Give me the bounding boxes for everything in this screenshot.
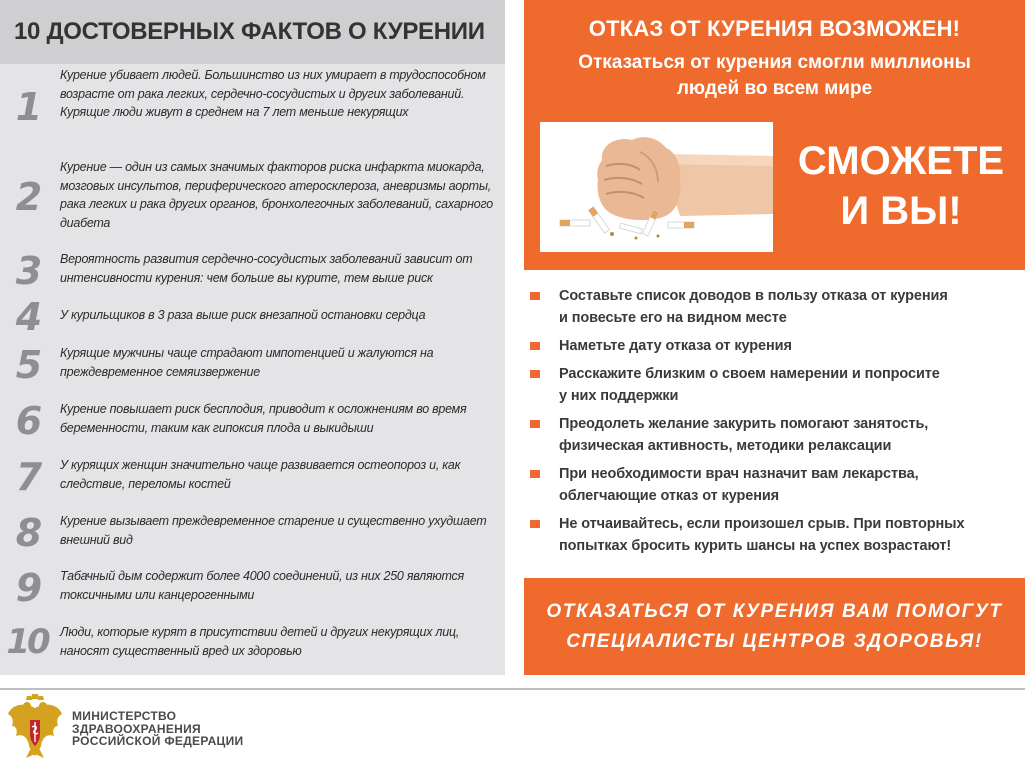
fact-number: 1	[15, 85, 43, 129]
tip-line2: физическая активность, методики релаксации	[559, 438, 892, 454]
square-bullet-icon	[530, 342, 540, 350]
ministry-line1: МИНИСТЕРСТВО	[72, 709, 177, 723]
ministry-line2: ЗДРАВООХРАНЕНИЯ	[72, 721, 201, 736]
fact-text: Вероятность развития сердечно-сосудистых заболеваний зависит от интенсивности курения: чем больше вы курите, тем выше риск	[60, 252, 473, 285]
tip-line2: попытках бросить курить шансы на успех возрастают!	[559, 538, 952, 554]
fact-text: Курение — один из самых значимых факторов риска инфаркта миокарда, мозговых инсультов, периферического атеросклероза, аневризмы аорты, рака легких и рака других органов, бронхолегочных заболеваний, сахарного диабета	[60, 160, 493, 230]
tip-line1: При необходимости врач назначит вам лекарства,	[559, 466, 919, 482]
health-centers-line1: ОТКАЗАТЬСЯ ОТ КУРЕНИЯ ВАМ ПОМОГУТ	[546, 600, 1003, 622]
square-bullet-icon	[530, 420, 540, 428]
footer-divider	[0, 688, 1025, 690]
square-bullet-icon	[530, 370, 540, 378]
fact-text: Курение повышает риск бесплодия, приводит к осложнениям во время беременности, таким как гипоксия плода и выкидыши	[60, 402, 467, 435]
fact-number: 7	[15, 455, 43, 499]
fact-text: У курящих женщин значительно чаще развивается остеопороз и, как следствие, переломы костей	[60, 458, 461, 491]
fact-text: Курение убивает людей. Большинство из них умирает в трудоспособном возрасте от рака легких, сердечно-сосудистых и других заболеваний. Курящие люди живут в среднем на 7 лет меньше некурящих	[60, 68, 486, 120]
slogan-line1: СМОЖЕТЕ	[797, 139, 1005, 183]
banner-subheading-line2: людей во всем мире	[676, 78, 873, 99]
double-headed-eagle-icon	[6, 694, 64, 760]
square-bullet-icon	[530, 470, 540, 478]
fact-number: 6	[15, 399, 43, 443]
fact-number: 5	[15, 343, 43, 387]
slogan-line2: И ВЫ!	[840, 189, 962, 233]
fist-icon	[540, 122, 773, 252]
fact-text: Курящие мужчины чаще страдают импотенцией и жалуются на преждевременное семяизвержение	[60, 346, 434, 379]
fact-text: Табачный дым содержит более 4000 соединений, из них 250 являются токсичными или канцерогенными	[60, 569, 464, 602]
banner-heading: ОТКАЗ ОТ КУРЕНИЯ ВОЗМОЖЕН!	[588, 16, 961, 41]
fact-number: 10	[6, 622, 48, 662]
motivation-banner	[524, 0, 1025, 270]
tip-line2: у них поддержки	[559, 388, 679, 404]
health-centers-banner	[524, 578, 1025, 675]
banner-subheading	[534, 50, 1015, 102]
square-bullet-icon	[530, 520, 540, 528]
ministry-name	[72, 710, 243, 748]
fact-text: Курение вызывает преждевременное старение и существенно ухудшает внешний вид	[60, 514, 487, 547]
tip-line1: Расскажите близким о своем намерении и попросите	[559, 366, 940, 382]
ministry-emblem	[6, 694, 64, 760]
fact-number: 9	[15, 566, 43, 610]
tip-line1: Преодолеть желание закурить помогают занятость,	[559, 416, 929, 432]
facts-title: 10 ДОСТОВЕРНЫХ ФАКТОВ О КУРЕНИИ	[0, 0, 505, 64]
tip-line2: облегчающие отказ от курения	[559, 488, 780, 504]
health-centers-line2: СПЕЦИАЛИСТЫ ЦЕНТРОВ ЗДОРОВЬЯ!	[566, 630, 983, 652]
fist-crushing-cigarettes-image	[540, 122, 773, 252]
banner-subheading-line1: Отказаться от курения смогли миллионы	[578, 52, 971, 73]
tip-line1: Составьте список доводов в пользу отказа от курения	[559, 288, 948, 304]
tip-line1: Наметьте дату отказа от курения	[559, 338, 792, 354]
tip-line2: и повесьте его на видном месте	[559, 310, 787, 326]
facts-panel	[0, 0, 505, 675]
square-bullet-icon	[530, 292, 540, 300]
fact-number: 2	[15, 175, 43, 219]
fact-text: Люди, которые курят в присутствии детей и других некурящих лиц, наносят существенный вред их здоровью	[60, 625, 460, 658]
tip-line1: Не отчаивайтесь, если произошел срыв. При повторных	[559, 516, 965, 532]
fact-text: У курильщиков в 3 раза выше риск внезапной остановки сердца	[60, 308, 426, 322]
fact-number: 8	[15, 511, 43, 555]
slogan	[786, 136, 1016, 236]
ministry-line3: РОССИЙСКОЙ ФЕДЕРАЦИИ	[72, 734, 244, 748]
fact-number: 4	[15, 295, 43, 339]
fact-number: 3	[15, 249, 43, 293]
